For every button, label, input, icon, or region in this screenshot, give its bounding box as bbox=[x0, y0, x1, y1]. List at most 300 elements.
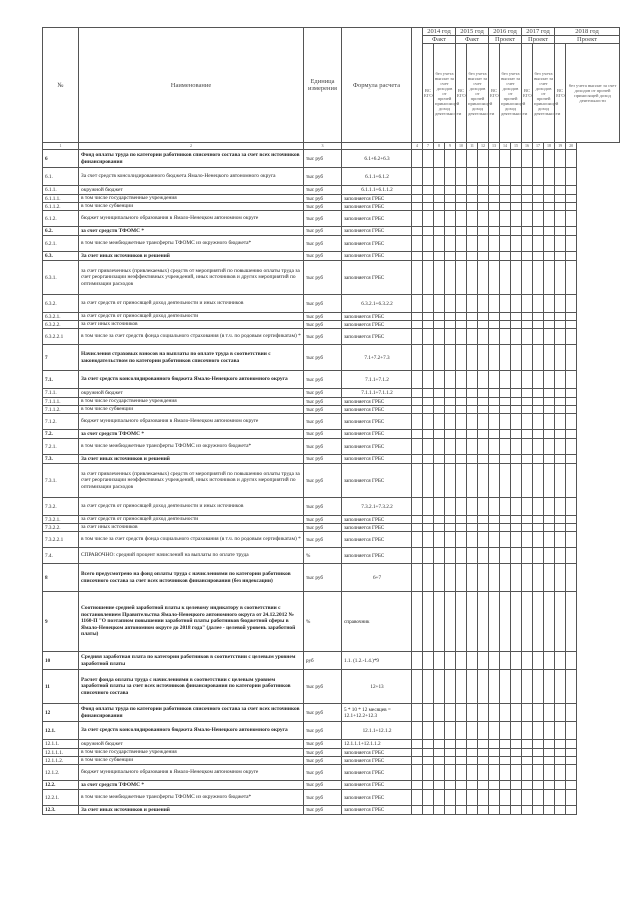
value-cell[interactable] bbox=[456, 227, 467, 236]
value-cell[interactable] bbox=[533, 211, 544, 227]
value-cell[interactable] bbox=[423, 548, 434, 564]
value-cell[interactable] bbox=[478, 186, 489, 195]
value-cell[interactable] bbox=[478, 524, 489, 532]
value-cell[interactable] bbox=[467, 227, 478, 236]
value-cell[interactable] bbox=[544, 345, 555, 371]
value-cell[interactable] bbox=[456, 439, 467, 455]
value-cell[interactable] bbox=[566, 414, 577, 430]
value-cell[interactable] bbox=[423, 168, 434, 186]
value-cell[interactable] bbox=[489, 757, 500, 765]
value-cell[interactable] bbox=[533, 806, 544, 815]
value-cell[interactable] bbox=[566, 406, 577, 414]
value-cell[interactable] bbox=[566, 464, 577, 498]
value-cell[interactable] bbox=[478, 371, 489, 389]
value-cell[interactable] bbox=[445, 227, 456, 236]
value-cell[interactable] bbox=[445, 652, 456, 670]
value-cell[interactable] bbox=[445, 670, 456, 704]
value-cell[interactable] bbox=[500, 806, 511, 815]
value-cell[interactable] bbox=[445, 790, 456, 806]
value-cell[interactable] bbox=[423, 430, 434, 439]
value-cell[interactable] bbox=[434, 261, 445, 295]
value-cell[interactable] bbox=[566, 227, 577, 236]
value-cell[interactable] bbox=[544, 398, 555, 406]
value-cell[interactable] bbox=[467, 516, 478, 524]
value-cell[interactable] bbox=[478, 704, 489, 722]
value-cell[interactable] bbox=[511, 765, 522, 781]
value-cell[interactable] bbox=[467, 203, 478, 211]
value-cell[interactable] bbox=[566, 781, 577, 790]
value-cell[interactable] bbox=[434, 150, 445, 168]
value-cell[interactable] bbox=[423, 740, 434, 749]
value-cell[interactable] bbox=[456, 790, 467, 806]
value-cell[interactable] bbox=[456, 345, 467, 371]
value-cell[interactable] bbox=[544, 455, 555, 464]
value-cell[interactable] bbox=[467, 389, 478, 398]
value-cell[interactable] bbox=[555, 749, 566, 757]
value-cell[interactable] bbox=[434, 498, 445, 516]
value-cell[interactable] bbox=[478, 430, 489, 439]
value-cell[interactable] bbox=[489, 371, 500, 389]
value-cell[interactable] bbox=[500, 516, 511, 524]
value-cell[interactable] bbox=[555, 532, 566, 548]
value-cell[interactable] bbox=[566, 295, 577, 313]
value-cell[interactable] bbox=[467, 652, 478, 670]
value-cell[interactable] bbox=[566, 516, 577, 524]
value-cell[interactable] bbox=[445, 765, 456, 781]
value-cell[interactable] bbox=[533, 371, 544, 389]
value-cell[interactable] bbox=[500, 203, 511, 211]
value-cell[interactable] bbox=[445, 329, 456, 345]
value-cell[interactable] bbox=[533, 464, 544, 498]
value-cell[interactable] bbox=[456, 261, 467, 295]
value-cell[interactable] bbox=[412, 516, 423, 524]
value-cell[interactable] bbox=[511, 749, 522, 757]
value-cell[interactable] bbox=[533, 592, 544, 652]
value-cell[interactable] bbox=[566, 532, 577, 548]
value-cell[interactable] bbox=[511, 371, 522, 389]
value-cell[interactable] bbox=[555, 261, 566, 295]
value-cell[interactable] bbox=[511, 498, 522, 516]
value-cell[interactable] bbox=[445, 592, 456, 652]
value-cell[interactable] bbox=[478, 321, 489, 329]
value-cell[interactable] bbox=[423, 321, 434, 329]
value-cell[interactable] bbox=[511, 414, 522, 430]
value-cell[interactable] bbox=[522, 261, 533, 295]
value-cell[interactable] bbox=[467, 430, 478, 439]
value-cell[interactable] bbox=[456, 195, 467, 203]
value-cell[interactable] bbox=[533, 295, 544, 313]
value-cell[interactable] bbox=[423, 313, 434, 321]
value-cell[interactable] bbox=[522, 345, 533, 371]
value-cell[interactable] bbox=[445, 704, 456, 722]
value-cell[interactable] bbox=[412, 455, 423, 464]
value-cell[interactable] bbox=[467, 524, 478, 532]
value-cell[interactable] bbox=[533, 195, 544, 203]
value-cell[interactable] bbox=[445, 498, 456, 516]
value-cell[interactable] bbox=[423, 329, 434, 345]
value-cell[interactable] bbox=[566, 498, 577, 516]
value-cell[interactable] bbox=[522, 414, 533, 430]
value-cell[interactable] bbox=[456, 371, 467, 389]
value-cell[interactable] bbox=[434, 430, 445, 439]
value-cell[interactable] bbox=[478, 329, 489, 345]
value-cell[interactable] bbox=[478, 313, 489, 321]
value-cell[interactable] bbox=[456, 652, 467, 670]
value-cell[interactable] bbox=[489, 321, 500, 329]
value-cell[interactable] bbox=[456, 564, 467, 592]
value-cell[interactable] bbox=[445, 781, 456, 790]
value-cell[interactable] bbox=[500, 740, 511, 749]
value-cell[interactable] bbox=[533, 186, 544, 195]
value-cell[interactable] bbox=[467, 781, 478, 790]
value-cell[interactable] bbox=[445, 532, 456, 548]
value-cell[interactable] bbox=[511, 252, 522, 261]
value-cell[interactable] bbox=[467, 252, 478, 261]
value-cell[interactable] bbox=[544, 806, 555, 815]
value-cell[interactable] bbox=[533, 261, 544, 295]
value-cell[interactable] bbox=[500, 313, 511, 321]
value-cell[interactable] bbox=[566, 749, 577, 757]
value-cell[interactable] bbox=[533, 524, 544, 532]
value-cell[interactable] bbox=[478, 564, 489, 592]
value-cell[interactable] bbox=[467, 592, 478, 652]
value-cell[interactable] bbox=[423, 406, 434, 414]
value-cell[interactable] bbox=[434, 704, 445, 722]
value-cell[interactable] bbox=[456, 211, 467, 227]
value-cell[interactable] bbox=[489, 652, 500, 670]
value-cell[interactable] bbox=[412, 524, 423, 532]
value-cell[interactable] bbox=[445, 455, 456, 464]
value-cell[interactable] bbox=[522, 406, 533, 414]
value-cell[interactable] bbox=[412, 195, 423, 203]
value-cell[interactable] bbox=[544, 524, 555, 532]
value-cell[interactable] bbox=[500, 765, 511, 781]
value-cell[interactable] bbox=[500, 371, 511, 389]
value-cell[interactable] bbox=[467, 414, 478, 430]
value-cell[interactable] bbox=[566, 150, 577, 168]
value-cell[interactable] bbox=[555, 670, 566, 704]
value-cell[interactable] bbox=[423, 371, 434, 389]
value-cell[interactable] bbox=[434, 252, 445, 261]
value-cell[interactable] bbox=[533, 781, 544, 790]
value-cell[interactable] bbox=[500, 186, 511, 195]
value-cell[interactable] bbox=[434, 211, 445, 227]
value-cell[interactable] bbox=[445, 398, 456, 406]
value-cell[interactable] bbox=[434, 168, 445, 186]
value-cell[interactable] bbox=[478, 765, 489, 781]
value-cell[interactable] bbox=[412, 227, 423, 236]
value-cell[interactable] bbox=[511, 321, 522, 329]
value-cell[interactable] bbox=[489, 261, 500, 295]
value-cell[interactable] bbox=[434, 564, 445, 592]
value-cell[interactable] bbox=[412, 329, 423, 345]
value-cell[interactable] bbox=[544, 186, 555, 195]
value-cell[interactable] bbox=[522, 313, 533, 321]
value-cell[interactable] bbox=[412, 203, 423, 211]
value-cell[interactable] bbox=[445, 203, 456, 211]
value-cell[interactable] bbox=[544, 781, 555, 790]
value-cell[interactable] bbox=[522, 455, 533, 464]
value-cell[interactable] bbox=[489, 186, 500, 195]
value-cell[interactable] bbox=[533, 414, 544, 430]
value-cell[interactable] bbox=[544, 168, 555, 186]
value-cell[interactable] bbox=[412, 414, 423, 430]
value-cell[interactable] bbox=[434, 345, 445, 371]
value-cell[interactable] bbox=[467, 765, 478, 781]
value-cell[interactable] bbox=[412, 150, 423, 168]
value-cell[interactable] bbox=[555, 371, 566, 389]
value-cell[interactable] bbox=[555, 498, 566, 516]
value-cell[interactable] bbox=[467, 186, 478, 195]
value-cell[interactable] bbox=[555, 757, 566, 765]
value-cell[interactable] bbox=[412, 704, 423, 722]
value-cell[interactable] bbox=[566, 524, 577, 532]
value-cell[interactable] bbox=[511, 455, 522, 464]
value-cell[interactable] bbox=[533, 757, 544, 765]
value-cell[interactable] bbox=[500, 211, 511, 227]
value-cell[interactable] bbox=[544, 227, 555, 236]
value-cell[interactable] bbox=[533, 749, 544, 757]
value-cell[interactable] bbox=[456, 548, 467, 564]
value-cell[interactable] bbox=[555, 211, 566, 227]
value-cell[interactable] bbox=[544, 406, 555, 414]
value-cell[interactable] bbox=[544, 564, 555, 592]
value-cell[interactable] bbox=[434, 455, 445, 464]
value-cell[interactable] bbox=[500, 345, 511, 371]
value-cell[interactable] bbox=[500, 236, 511, 252]
value-cell[interactable] bbox=[489, 203, 500, 211]
value-cell[interactable] bbox=[566, 652, 577, 670]
value-cell[interactable] bbox=[555, 313, 566, 321]
value-cell[interactable] bbox=[445, 389, 456, 398]
value-cell[interactable] bbox=[412, 211, 423, 227]
value-cell[interactable] bbox=[489, 765, 500, 781]
value-cell[interactable] bbox=[445, 313, 456, 321]
value-cell[interactable] bbox=[489, 211, 500, 227]
value-cell[interactable] bbox=[434, 389, 445, 398]
value-cell[interactable] bbox=[412, 781, 423, 790]
value-cell[interactable] bbox=[522, 464, 533, 498]
value-cell[interactable] bbox=[467, 261, 478, 295]
value-cell[interactable] bbox=[434, 790, 445, 806]
value-cell[interactable] bbox=[555, 781, 566, 790]
value-cell[interactable] bbox=[555, 704, 566, 722]
value-cell[interactable] bbox=[544, 592, 555, 652]
value-cell[interactable] bbox=[489, 398, 500, 406]
value-cell[interactable] bbox=[511, 532, 522, 548]
value-cell[interactable] bbox=[478, 252, 489, 261]
value-cell[interactable] bbox=[489, 532, 500, 548]
value-cell[interactable] bbox=[511, 652, 522, 670]
value-cell[interactable] bbox=[456, 430, 467, 439]
value-cell[interactable] bbox=[522, 398, 533, 406]
value-cell[interactable] bbox=[412, 532, 423, 548]
value-cell[interactable] bbox=[467, 464, 478, 498]
value-cell[interactable] bbox=[467, 321, 478, 329]
value-cell[interactable] bbox=[445, 430, 456, 439]
value-cell[interactable] bbox=[555, 765, 566, 781]
value-cell[interactable] bbox=[544, 211, 555, 227]
value-cell[interactable] bbox=[566, 806, 577, 815]
value-cell[interactable] bbox=[500, 430, 511, 439]
value-cell[interactable] bbox=[423, 564, 434, 592]
value-cell[interactable] bbox=[434, 295, 445, 313]
value-cell[interactable] bbox=[467, 236, 478, 252]
value-cell[interactable] bbox=[434, 722, 445, 740]
value-cell[interactable] bbox=[478, 168, 489, 186]
value-cell[interactable] bbox=[423, 398, 434, 406]
value-cell[interactable] bbox=[522, 564, 533, 592]
value-cell[interactable] bbox=[566, 439, 577, 455]
value-cell[interactable] bbox=[566, 757, 577, 765]
value-cell[interactable] bbox=[467, 790, 478, 806]
value-cell[interactable] bbox=[434, 398, 445, 406]
value-cell[interactable] bbox=[423, 722, 434, 740]
value-cell[interactable] bbox=[544, 757, 555, 765]
value-cell[interactable] bbox=[500, 532, 511, 548]
value-cell[interactable] bbox=[566, 345, 577, 371]
value-cell[interactable] bbox=[500, 406, 511, 414]
value-cell[interactable] bbox=[511, 516, 522, 524]
value-cell[interactable] bbox=[445, 740, 456, 749]
value-cell[interactable] bbox=[500, 168, 511, 186]
value-cell[interactable] bbox=[467, 670, 478, 704]
value-cell[interactable] bbox=[566, 592, 577, 652]
value-cell[interactable] bbox=[423, 524, 434, 532]
value-cell[interactable] bbox=[544, 252, 555, 261]
value-cell[interactable] bbox=[489, 464, 500, 498]
value-cell[interactable] bbox=[412, 722, 423, 740]
value-cell[interactable] bbox=[555, 345, 566, 371]
value-cell[interactable] bbox=[500, 781, 511, 790]
value-cell[interactable] bbox=[566, 252, 577, 261]
value-cell[interactable] bbox=[423, 389, 434, 398]
value-cell[interactable] bbox=[434, 670, 445, 704]
value-cell[interactable] bbox=[456, 406, 467, 414]
value-cell[interactable] bbox=[456, 313, 467, 321]
value-cell[interactable] bbox=[478, 548, 489, 564]
value-cell[interactable] bbox=[511, 389, 522, 398]
value-cell[interactable] bbox=[511, 781, 522, 790]
value-cell[interactable] bbox=[456, 757, 467, 765]
value-cell[interactable] bbox=[489, 455, 500, 464]
value-cell[interactable] bbox=[511, 295, 522, 313]
value-cell[interactable] bbox=[511, 203, 522, 211]
value-cell[interactable] bbox=[500, 389, 511, 398]
value-cell[interactable] bbox=[434, 516, 445, 524]
value-cell[interactable] bbox=[434, 203, 445, 211]
value-cell[interactable] bbox=[478, 749, 489, 757]
value-cell[interactable] bbox=[489, 406, 500, 414]
value-cell[interactable] bbox=[522, 790, 533, 806]
value-cell[interactable] bbox=[500, 414, 511, 430]
value-cell[interactable] bbox=[500, 439, 511, 455]
value-cell[interactable] bbox=[456, 150, 467, 168]
value-cell[interactable] bbox=[544, 439, 555, 455]
value-cell[interactable] bbox=[412, 548, 423, 564]
value-cell[interactable] bbox=[467, 211, 478, 227]
value-cell[interactable] bbox=[467, 740, 478, 749]
value-cell[interactable] bbox=[412, 186, 423, 195]
value-cell[interactable] bbox=[500, 498, 511, 516]
value-cell[interactable] bbox=[533, 227, 544, 236]
value-cell[interactable] bbox=[522, 329, 533, 345]
value-cell[interactable] bbox=[522, 532, 533, 548]
value-cell[interactable] bbox=[533, 345, 544, 371]
value-cell[interactable] bbox=[555, 329, 566, 345]
value-cell[interactable] bbox=[500, 195, 511, 203]
value-cell[interactable] bbox=[456, 414, 467, 430]
value-cell[interactable] bbox=[522, 195, 533, 203]
value-cell[interactable] bbox=[500, 670, 511, 704]
value-cell[interactable] bbox=[489, 313, 500, 321]
value-cell[interactable] bbox=[445, 749, 456, 757]
value-cell[interactable] bbox=[456, 389, 467, 398]
value-cell[interactable] bbox=[423, 261, 434, 295]
value-cell[interactable] bbox=[533, 564, 544, 592]
value-cell[interactable] bbox=[522, 371, 533, 389]
value-cell[interactable] bbox=[478, 406, 489, 414]
value-cell[interactable] bbox=[566, 261, 577, 295]
value-cell[interactable] bbox=[544, 464, 555, 498]
value-cell[interactable] bbox=[412, 389, 423, 398]
value-cell[interactable] bbox=[445, 195, 456, 203]
value-cell[interactable] bbox=[511, 592, 522, 652]
value-cell[interactable] bbox=[412, 236, 423, 252]
value-cell[interactable] bbox=[489, 704, 500, 722]
value-cell[interactable] bbox=[522, 430, 533, 439]
value-cell[interactable] bbox=[533, 765, 544, 781]
value-cell[interactable] bbox=[522, 211, 533, 227]
value-cell[interactable] bbox=[511, 524, 522, 532]
value-cell[interactable] bbox=[478, 236, 489, 252]
value-cell[interactable] bbox=[500, 592, 511, 652]
value-cell[interactable] bbox=[478, 414, 489, 430]
value-cell[interactable] bbox=[445, 439, 456, 455]
value-cell[interactable] bbox=[423, 781, 434, 790]
value-cell[interactable] bbox=[445, 548, 456, 564]
value-cell[interactable] bbox=[500, 329, 511, 345]
value-cell[interactable] bbox=[555, 203, 566, 211]
value-cell[interactable] bbox=[478, 498, 489, 516]
value-cell[interactable] bbox=[412, 670, 423, 704]
value-cell[interactable] bbox=[412, 295, 423, 313]
value-cell[interactable] bbox=[533, 406, 544, 414]
value-cell[interactable] bbox=[434, 740, 445, 749]
value-cell[interactable] bbox=[522, 524, 533, 532]
value-cell[interactable] bbox=[412, 252, 423, 261]
value-cell[interactable] bbox=[467, 329, 478, 345]
value-cell[interactable] bbox=[511, 439, 522, 455]
value-cell[interactable] bbox=[456, 398, 467, 406]
value-cell[interactable] bbox=[566, 211, 577, 227]
value-cell[interactable] bbox=[544, 498, 555, 516]
value-cell[interactable] bbox=[555, 195, 566, 203]
value-cell[interactable] bbox=[555, 150, 566, 168]
value-cell[interactable] bbox=[456, 516, 467, 524]
value-cell[interactable] bbox=[456, 592, 467, 652]
value-cell[interactable] bbox=[555, 430, 566, 439]
value-cell[interactable] bbox=[489, 516, 500, 524]
value-cell[interactable] bbox=[423, 765, 434, 781]
value-cell[interactable] bbox=[467, 704, 478, 722]
value-cell[interactable] bbox=[511, 670, 522, 704]
value-cell[interactable] bbox=[555, 252, 566, 261]
value-cell[interactable] bbox=[533, 790, 544, 806]
value-cell[interactable] bbox=[489, 227, 500, 236]
value-cell[interactable] bbox=[489, 414, 500, 430]
value-cell[interactable] bbox=[522, 806, 533, 815]
